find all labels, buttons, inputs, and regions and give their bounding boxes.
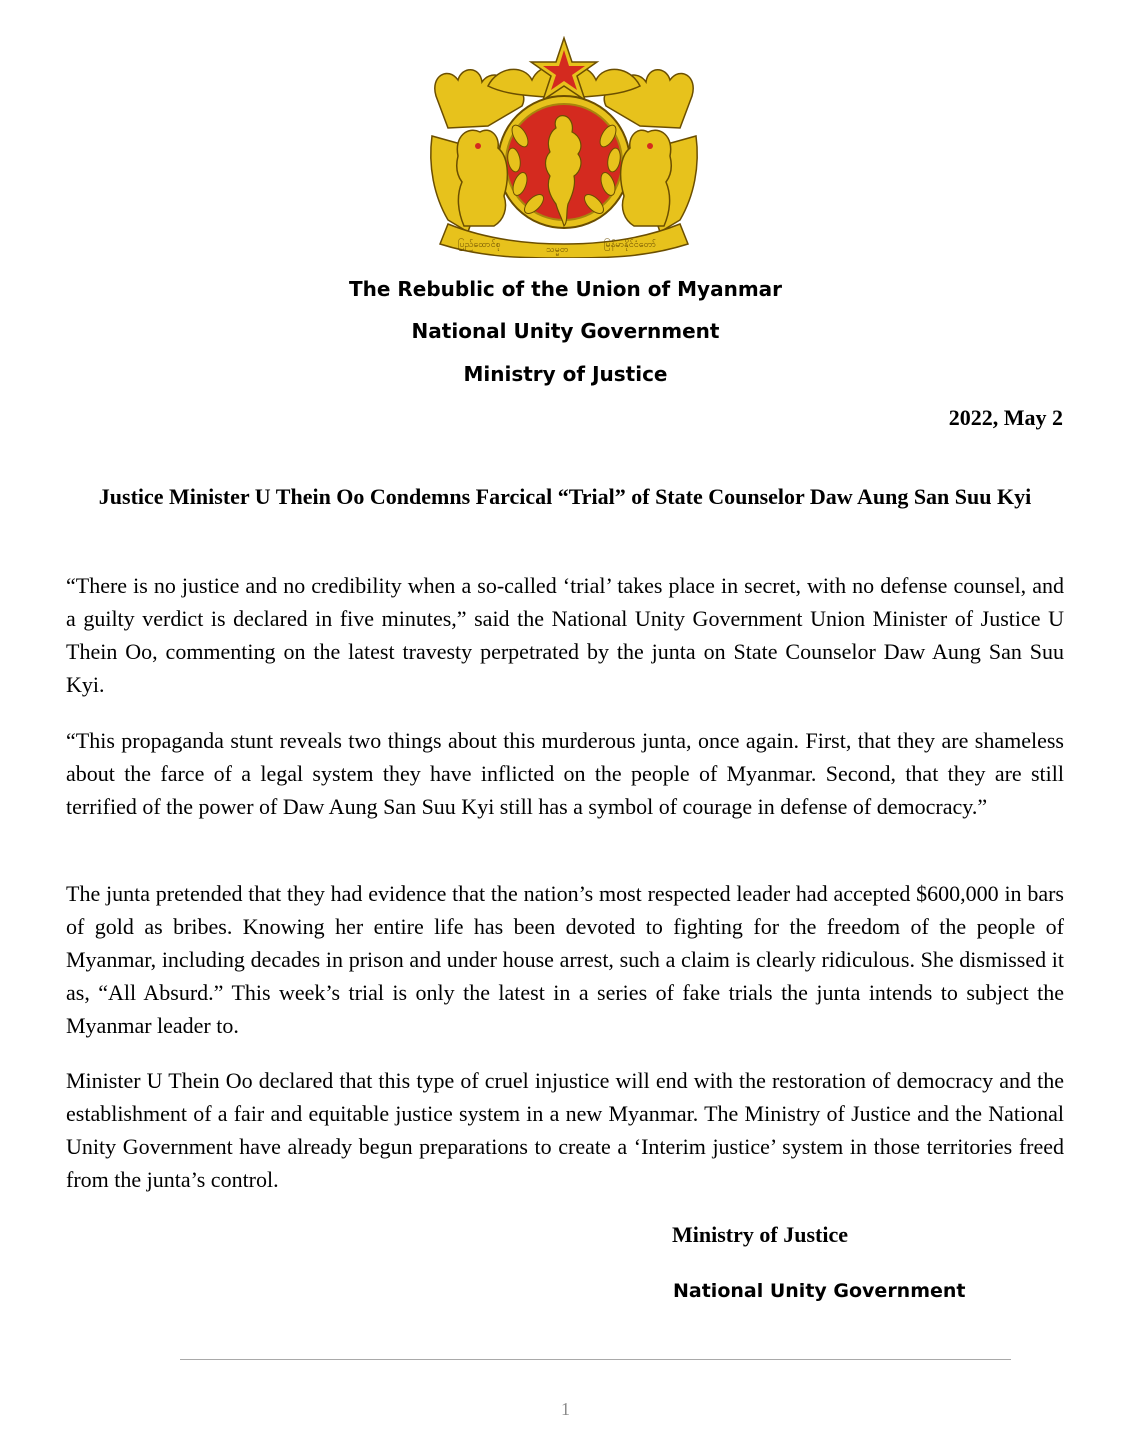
state-seal-emblem-icon (428, 36, 700, 258)
body-paragraph-3: The junta pretended that they had evidence that the nation’s most respected leader had accepted $600,000 in bars of gold as bribes. Knowing her entire life has been devoted to fighting for the freedom of the people of Myanmar, including decades in prison and under house arrest, such a claim is clearly ridiculous. She dismissed it as, “All Absurd.” This week’s trial is only the latest in a series of fake trials the junta intends to subject the Myanmar leader to. (66, 881, 1064, 1038)
emblem-scroll-right: မြန်မာနိုင်ငံတော် (604, 240, 657, 250)
emblem-scroll-left: ပြည်ထောင်စု (458, 240, 501, 250)
header-country: The Rebublic of the Union of Myanmar (348, 277, 783, 301)
header-ministry: Ministry of Justice (463, 362, 668, 386)
body-paragraph-1: “There is no justice and no credibility when a so-called ‘trial’ takes place in secret, with no defense counsel, and a guilty verdict is declared in five minutes,” said the National Unity Government Union Minister of Justice U Thein Oo, commenting on the latest travesty perpetrated by the junta on State Counselor Daw Aung San Suu Kyi. (66, 573, 1064, 697)
document-date: 2022, May 2 (948, 405, 1063, 430)
footer-divider (180, 1359, 1011, 1360)
body-paragraph-2: “This propaganda stunt reveals two things about this murderous junta, once again. First, that they are shameless about the farce of a legal system they have inflicted on the people of Myanmar. Second, that they are still terrified of the power of Daw Aung San Suu Kyi still has a symbol of courage in defense of democracy.” (66, 728, 1064, 819)
page-number: 1 (561, 1399, 570, 1419)
emblem-scroll-center: သမ္မတ (546, 245, 569, 255)
body-paragraph-4: Minister U Thein Oo declared that this type of cruel injustice will end with the restoration of democracy and the establishment of a fair and equitable justice system in a new Myanmar. The Ministry of Justice and the National Unity Government have already begun preparations to create a ‘Interim justice’ system in those territories freed from the junta’s control. (66, 1068, 1064, 1192)
signature-ministry: Ministry of Justice (672, 1222, 848, 1247)
press-release-headline: Justice Minister U Thein Oo Condemns Farcical “Trial” of State Counselor Daw Aung San Suu Kyi (98, 484, 1032, 509)
signature-government: National Unity Government (673, 1280, 966, 1302)
header-government: National Unity Government (411, 319, 720, 343)
